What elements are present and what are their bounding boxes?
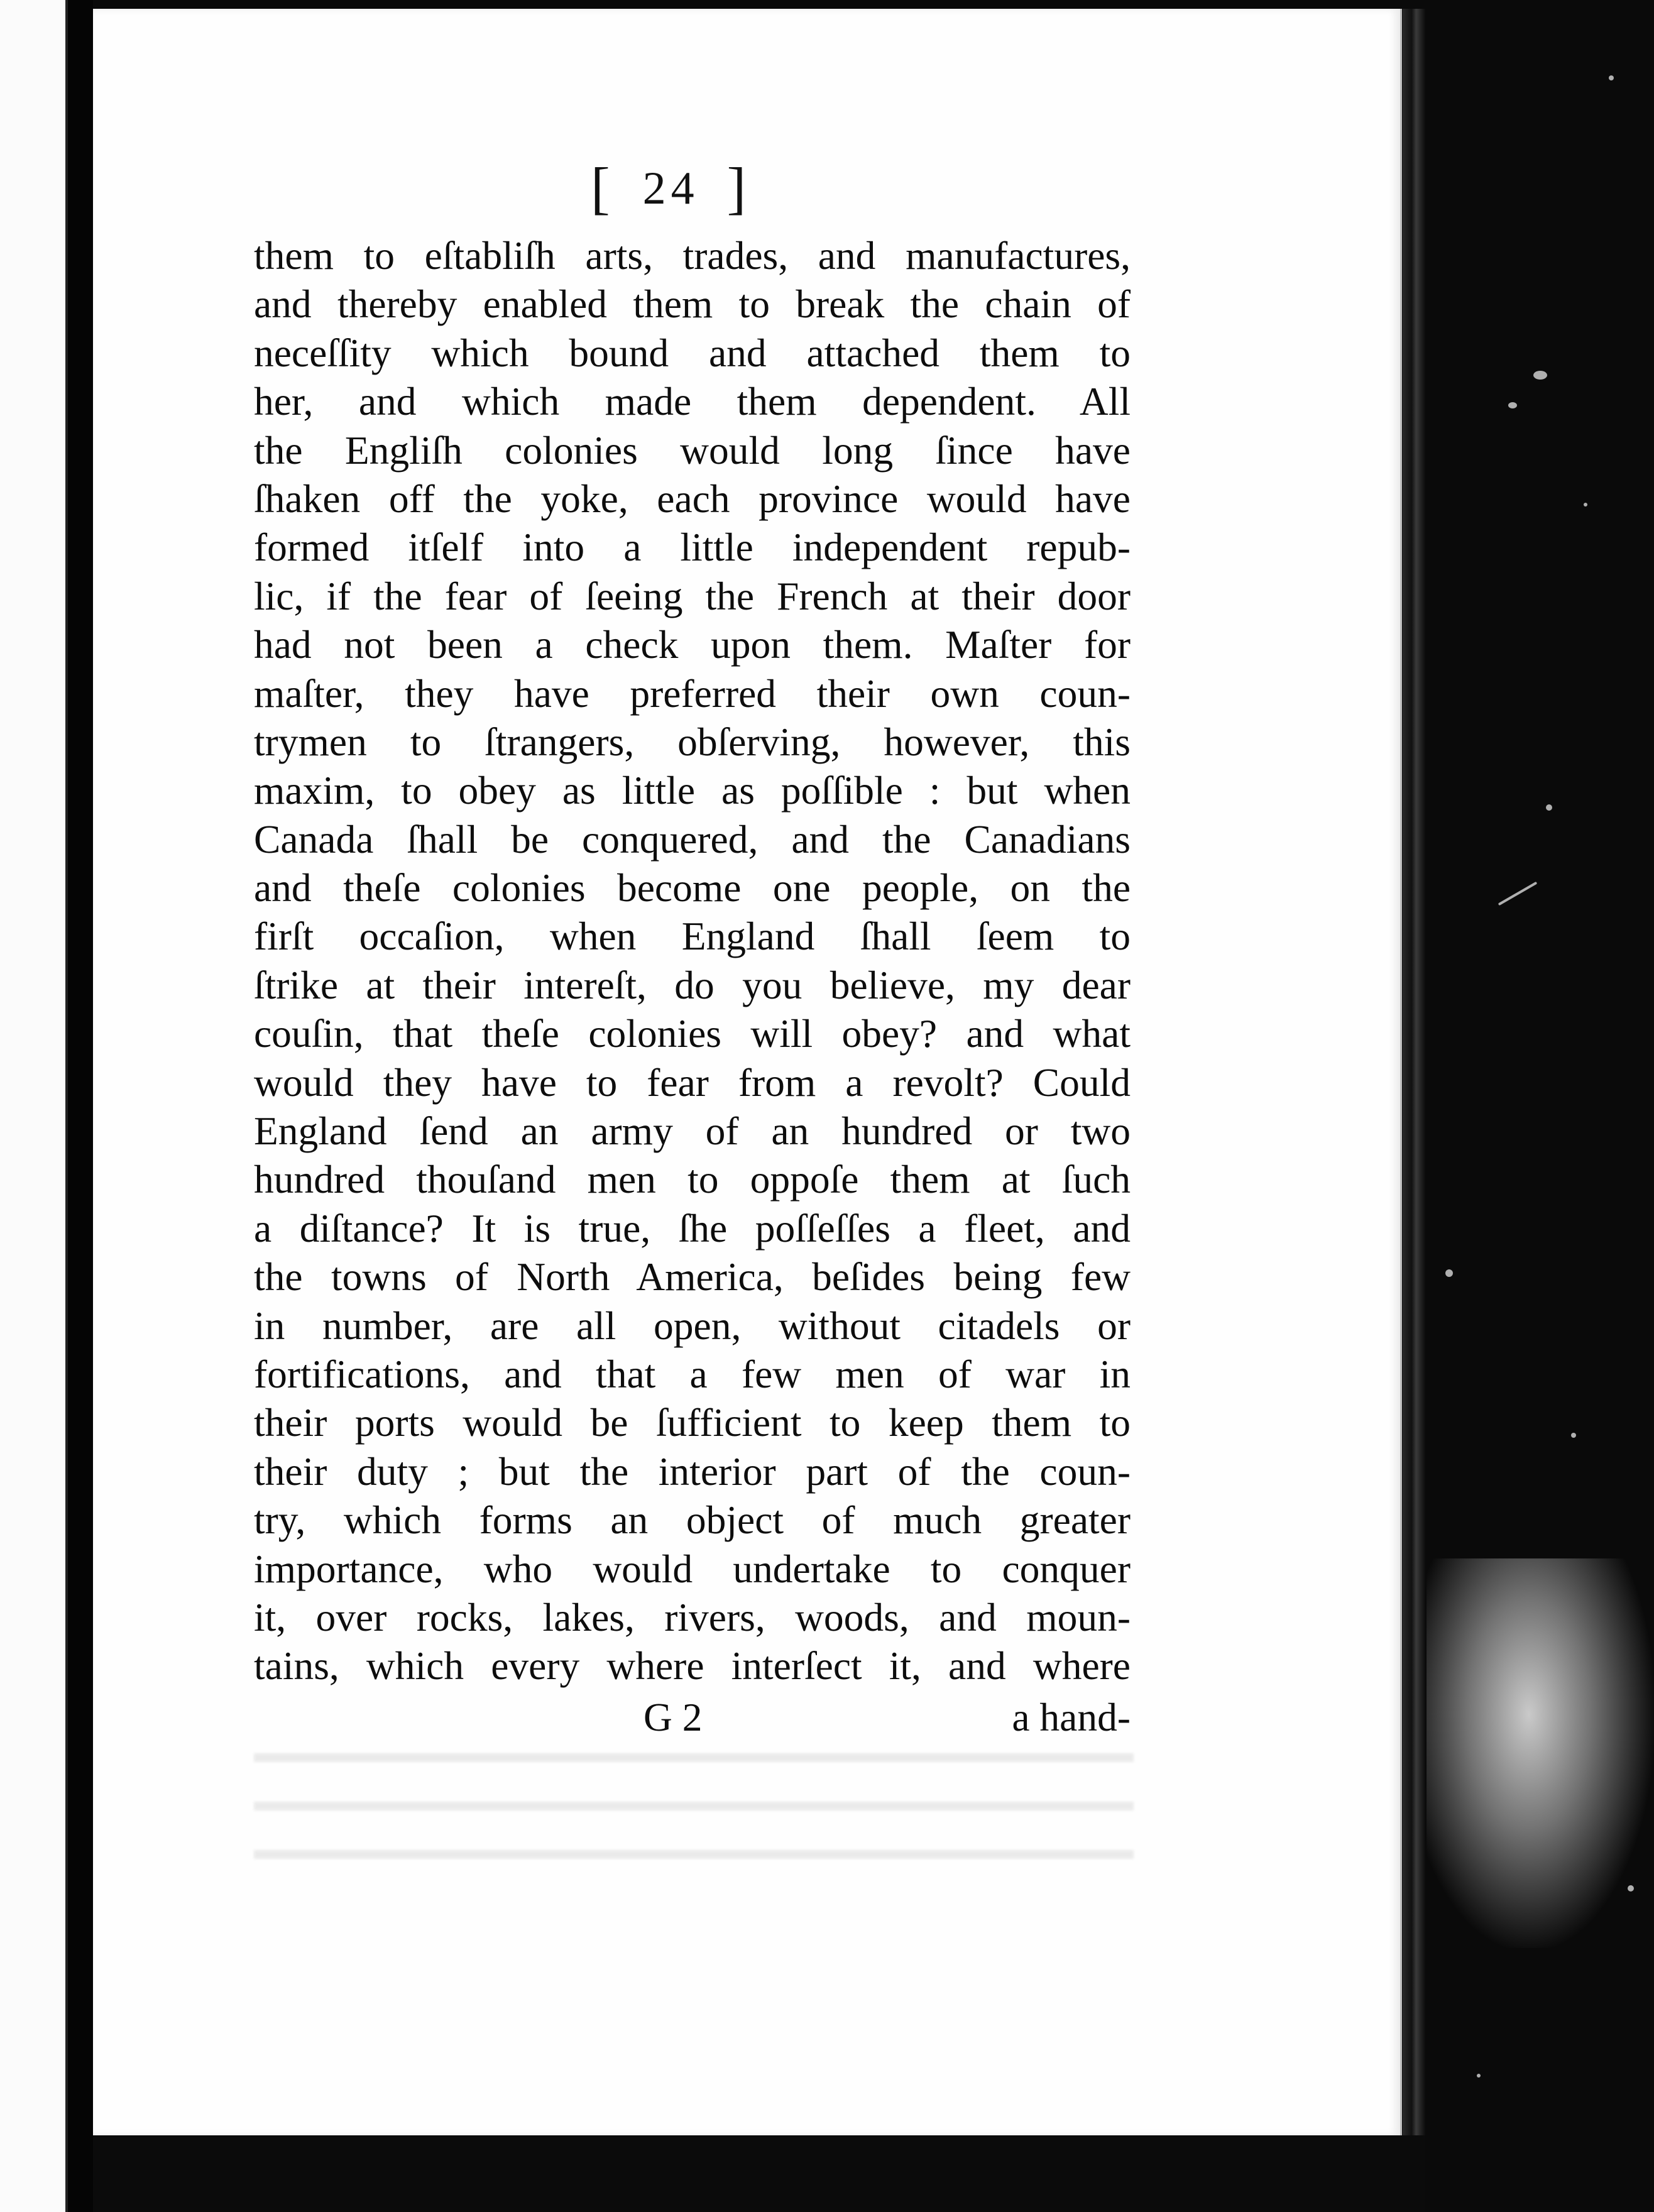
text-line: their duty ; but the interior part of the coun- <box>254 1448 1131 1494</box>
paper-damage-blot <box>1427 1558 1654 1948</box>
speck <box>1628 1885 1634 1892</box>
body-text <box>254 231 1131 1690</box>
speck <box>1609 75 1614 80</box>
text-line: would they have to fear from a revolt? Could <box>254 1059 1131 1105</box>
text-line: tains, which every where interſect it, and where <box>254 1643 1131 1689</box>
text-line: her, and which made them dependent. All <box>254 379 1131 424</box>
speck <box>1477 2074 1481 2078</box>
page-header <box>591 155 751 221</box>
show-through-bleed <box>254 1734 1134 1885</box>
text-line: hundred thouſand men to oppoſe them at ſuch <box>254 1157 1131 1202</box>
text-line: the towns of North America, beſides being few <box>254 1254 1131 1300</box>
text-line: importance, who would undertake to conquer <box>254 1546 1131 1591</box>
scan-background-bottom <box>93 2135 1425 2212</box>
header-close-bracket: ] <box>726 156 752 220</box>
text-line: fortifications, and that a few men of war in <box>254 1351 1131 1396</box>
page-number: 24 <box>642 163 699 214</box>
text-line: a diſtance? It is true, ſhe poſſeſſes a fleet, and <box>254 1205 1131 1251</box>
text-line: them to eſtabliſh arts, trades, and manufactures, <box>254 233 1131 278</box>
text-line: couſin, that theſe colonies will obey? and what <box>254 1011 1131 1056</box>
text-line: firſt occaſion, when England ſhall ſeem to <box>254 914 1131 959</box>
speck <box>1533 371 1547 380</box>
text-line: maſter, they have preferred their own coun- <box>254 671 1131 716</box>
text-line: the Engliſh colonies would long ſince have <box>254 427 1131 473</box>
text-line: trymen to ſtrangers, obſerving, however, this <box>254 719 1131 764</box>
text-line: and theſe colonies become one people, on the <box>254 865 1131 911</box>
speck <box>1584 503 1587 506</box>
signature-mark: G 2 <box>644 1695 703 1739</box>
page-footer <box>254 1694 1131 1744</box>
catchword: a hand- <box>1012 1695 1131 1739</box>
text-line: maxim, to obey as little as poſſible : but when <box>254 768 1131 813</box>
text-line: try, which forms an object of much greater <box>254 1497 1131 1543</box>
text-line: ſtrike at their intereſt, do you believe, my dear <box>254 962 1131 1007</box>
text-line: had not been a check upon them. Maſter for <box>254 622 1131 667</box>
header-open-bracket: [ <box>591 156 615 220</box>
text-line: their ports would be ſufficient to keep them to <box>254 1400 1131 1445</box>
text-line: and thereby enabled them to break the chain of <box>254 282 1131 327</box>
speck <box>1498 882 1538 906</box>
speck <box>1508 402 1517 408</box>
speck <box>1546 804 1552 811</box>
text-line: formed itſelf into a little independent repub- <box>254 525 1131 570</box>
text-line: Canada ſhall be conquered, and the Canadians <box>254 816 1131 862</box>
speck <box>1445 1269 1453 1277</box>
text-line: neceſſity which bound and attached them to <box>254 330 1131 375</box>
page-block-edge <box>1403 9 1425 2135</box>
text-line: it, over rocks, lakes, rivers, woods, and moun- <box>254 1594 1131 1640</box>
text-line: England ſend an army of an hundred or two <box>254 1109 1131 1154</box>
text-line: in number, are all open, without citadels or <box>254 1303 1131 1348</box>
facing-page-edge <box>0 0 68 2212</box>
text-line: lic, if the fear of ſeeing the French at their door <box>254 573 1131 618</box>
text-line: ſhaken off the yoke, each province would have <box>254 476 1131 521</box>
speck <box>1571 1433 1576 1438</box>
binding-gutter <box>68 0 93 2212</box>
